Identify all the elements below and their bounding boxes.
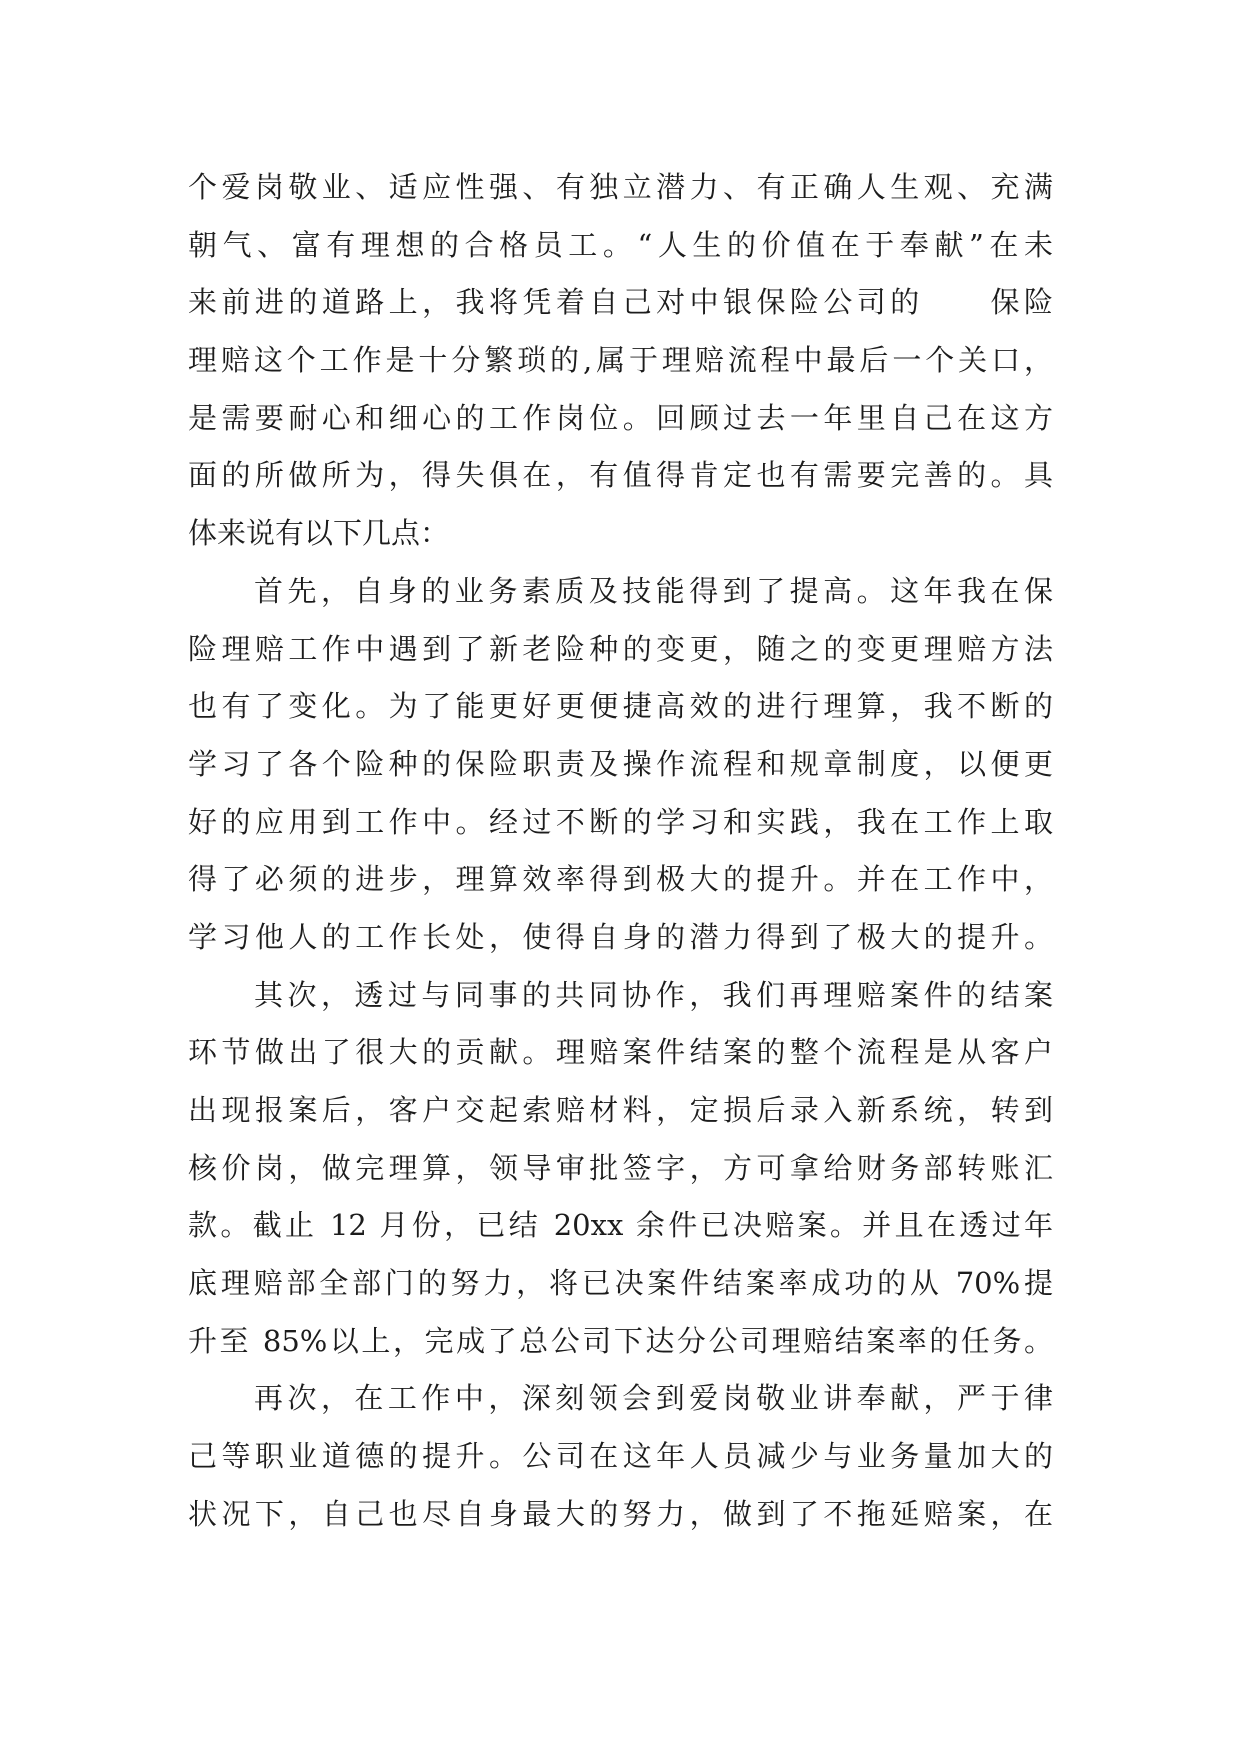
text-line: 是需要耐心和细心的工作岗位。回顾过去一年里自己在这方 [188, 400, 1053, 435]
document-body [188, 159, 1053, 1544]
text-line: 朝气、富有理想的合格员工。“人生的价值在于奉献”在未 [188, 227, 1053, 262]
text-line: 首先，自身的业务素质及技能得到了提高。这年我在保 [254, 573, 1053, 608]
paragraph [188, 159, 1053, 563]
text-line: 学习他人的工作长处，使得自身的潜力得到了极大的提升。 [188, 919, 1053, 954]
text-line: 个爱岗敬业、适应性强、有独立潜力、有正确人生观、充满 [188, 170, 1053, 204]
text-line: 再次，在工作中，深刻领会到爱岗敬业讲奉献，严于律 [254, 1381, 1053, 1416]
text-line: 核价岗，做完理算，领导审批签字，方可拿给财务部转账汇 [188, 1150, 1053, 1185]
text-line: 己等职业道德的提升。公司在这年人员减少与业务量加大的 [188, 1439, 1053, 1474]
text-line: 体来说有以下几点： [188, 516, 450, 551]
text-line: 来前进的道路上，我将凭着自己对中银保险公司的 保险 [188, 285, 1053, 320]
text-line: 出现报案后，客户交起索赔材料，定损后录入新系统，转到 [188, 1093, 1053, 1127]
paragraph [188, 967, 1053, 1371]
text-line: 理赔这个工作是十分繁琐的,属于理赔流程中最后一个关口， [188, 343, 1053, 378]
text-line: 状况下，自己也尽自身最大的努力，做到了不拖延赔案，在 [188, 1496, 1053, 1531]
text-line: 款。截止 12 月份，已结 20xx 余件已决赔案。并且在透过年 [188, 1208, 1053, 1243]
text-line: 好的应用到工作中。经过不断的学习和实践，我在工作上取 [188, 804, 1053, 839]
text-line: 学习了各个险种的保险职责及操作流程和规章制度，以便更 [188, 746, 1053, 781]
paragraph [188, 563, 1053, 967]
paragraph [188, 1370, 1053, 1543]
text-line: 底理赔部全部门的努力，将已决案件结案率成功的从 70%提 [188, 1266, 1053, 1301]
text-line: 得了必须的进步，理算效率得到极大的提升。并在工作中， [188, 862, 1053, 897]
text-line: 升至 85%以上，完成了总公司下达分公司理赔结案率的任务。 [188, 1323, 1053, 1358]
text-line: 其次，透过与同事的共同协作，我们再理赔案件的结案 [254, 977, 1053, 1012]
text-line: 面的所做所为，得失俱在，有值得肯定也有需要完善的。具 [188, 458, 1053, 493]
text-line: 险理赔工作中遇到了新老险种的变更，随之的变更理赔方法 [188, 631, 1053, 666]
text-line: 也有了变化。为了能更好更便捷高效的进行理算，我不断的 [188, 689, 1053, 724]
text-line: 环节做出了很大的贡献。理赔案件结案的整个流程是从客户 [188, 1035, 1053, 1070]
